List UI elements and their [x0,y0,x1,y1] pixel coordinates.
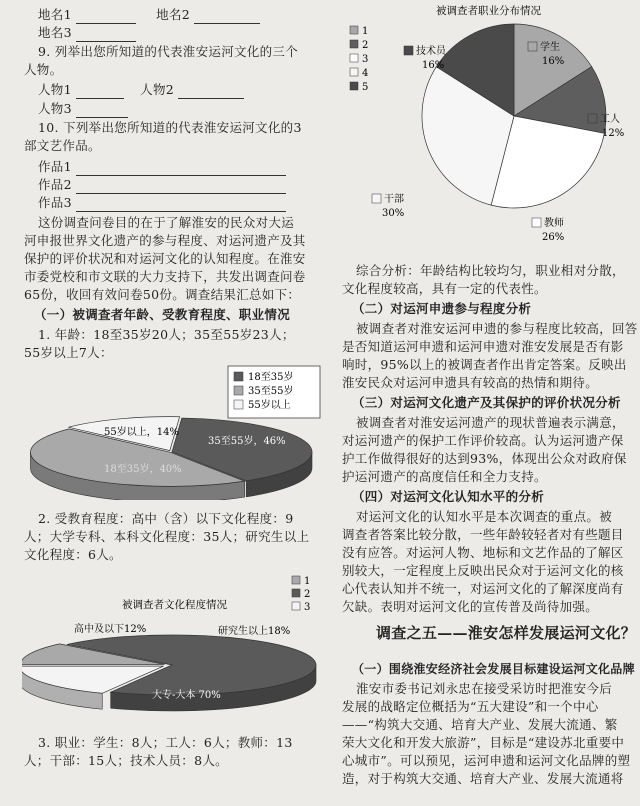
edu-label-college: 大专-大本 70% [152,690,221,701]
legend-swatch-5 [350,82,358,90]
occ-label-student-text: 学生 [540,42,560,53]
legend-swatch-3 [292,602,300,610]
legend-swatch-2 [350,40,358,48]
age-line: 1. 年龄：18至35岁20人；35至55岁23人； [38,327,295,342]
edu-line: 2. 受教育程度：高中（含）以下文化程度：9 [38,511,294,526]
legend-label-3: 3 [304,602,311,613]
cognition-line: 没有应答。对运河人物、地标和文艺作品的了解区 [342,545,624,560]
brand-line: 淮安市委书记刘永忠在接受采访时把淮安今后 [356,681,613,696]
occ-label-student-swatch [528,42,537,51]
legend-label-2: 35至55岁 [248,386,294,397]
section-heading-brand: （一）围绕淮安经济社会发展目标建设运河文化品牌 [352,662,635,676]
occ-label-worker-swatch [588,114,597,123]
cognition-line: 心代表认知并不统一，对运河文化的了解深度尚有 [342,581,624,596]
evaluation-line: 被调查者对淮安运河遗产的现状普遍表示满意， [356,415,625,430]
question-9: 9. 列举出您所知道的代表淮安运河文化的三个 [38,44,299,59]
brand-line: ——“构筑大交通、培育大产业、发展大流通、繁 [342,717,618,732]
brand-line: 造，对于构筑大交通、培育大产业、发展大流通将 [342,771,624,786]
legend-label-1: 1 [362,26,369,37]
cognition-line: 对运河文化的认知水平是本次调查的重点。被 [356,509,613,524]
legend-label-3: 55岁以上 [248,400,291,411]
legend-label-5: 5 [362,82,369,93]
intro-paragraph-line: 河申报世界文化遗产的参与程度、对运河遗产及其 [24,233,306,248]
job-line: 3. 职业：学生：8人；工人：6人；教师：13 [38,735,293,750]
legend-swatch-4 [350,68,358,76]
occ-label-worker-text: 工人 [600,114,620,125]
occ-label-technician-text: 技术员 [416,46,446,57]
fill-person-line1: 人物1 人物2 [38,81,248,99]
legend-swatch-3 [234,400,243,409]
fill-place-line1: 地名1 地名2 [38,6,264,24]
participation-line: 响时，95%以上的被调查者作出肯定答案。反映出 [342,357,627,372]
intro-paragraph-line: 市委党校和市文联的大力支持下，共发出调查问卷 [24,269,306,284]
edu-label-graduate: 研究生以上18% [218,626,291,637]
occ-label-teacher-swatch [532,218,541,227]
legend-label-1: 1 [304,576,311,587]
cognition-line: 别较大，一定程度上反映出民众对于运河文化的核 [342,563,624,578]
occ-label-teacher-text: 教师 [544,218,564,229]
age-label-35to55: 35至55岁，46% [208,436,286,447]
education-pie-chart [22,570,334,720]
job-line: 人；干部：15人；技术人员：8人。 [24,753,228,768]
age-pie-legend [228,366,320,418]
legend-label-3: 3 [362,54,369,65]
legend-swatch-1 [292,576,300,584]
evaluation-line: 对运河遗产的保护工作评价较高。认为运河遗产保 [342,433,624,448]
edu-label-high-school: 高中及以下12% [74,624,147,635]
brand-line: 心城市”。可以预见，运河申遗和运河文化品牌的塑 [342,753,631,768]
analysis-line: 综合分析：年龄结构比较均匀，职业相对分散， [356,263,625,278]
section-heading-participation: （二）对运河申遗参与程度分析 [352,301,532,316]
section-heading-cognition: （四）对运河文化认知水平的分析 [352,489,545,504]
legend-label-2: 2 [362,40,369,51]
participation-line: 淮安民众对运河申遗具有较高的热情和期待。 [342,375,599,390]
question-10: 10. 下列举出您所知道的代表淮安运河文化的3 [38,120,302,135]
legend-swatch-2 [292,589,300,597]
occ-label-cadre-swatch [372,194,381,203]
occ-label-teacher [532,216,564,243]
education-pie-legend [292,576,310,613]
fill-work-line1: 作品1 [38,158,290,176]
occupation-pie-legend [350,26,368,93]
legend-swatch-1 [350,26,358,34]
section-heading-evaluation: （三）对运河文化遗产及其保护的评价状况分析 [352,395,621,410]
occ-label-cadre-pct: 30% [382,208,405,219]
age-label-18to35: 18至35岁，40% [104,464,182,475]
question-9-cont: 人物。 [24,62,63,77]
legend-swatch-3 [350,54,358,62]
occupation-chart-title: 被调查者职业分布情况 [436,5,541,17]
section-heading-demographics: （一）被调查者年龄、受教育程度、职业情况 [34,307,291,322]
fill-work-line2: 作品2 [38,176,290,194]
education-chart-title: 被调查者文化程度情况 [122,599,227,611]
occ-label-technician [404,44,447,71]
occupation-pie-chart [336,0,636,256]
occ-label-technician-pct: 16% [422,60,445,71]
analysis-line: 文化程度较高，具有一定的代表性。 [342,281,547,296]
fill-place-line2: 地名3 [38,24,140,42]
edu-line: 人；大学专科、本科文化程度：35人；研究生以上 [24,529,310,544]
occ-label-worker-pct: 12% [602,128,625,139]
legend-label-1: 18至35岁 [248,372,294,383]
legend-label-2: 2 [304,589,311,600]
fill-work-line3: 作品3 [38,194,290,212]
participation-line: 被调查者对淮安运河申遗的参与程度比较高，回答 [356,321,638,336]
occ-pie [422,24,606,208]
cognition-line: 调查者答案比较分散，一些年龄较轻者对有些题目 [342,527,624,542]
intro-paragraph-line: 保护的评价状况和对运河文化的认知程度。在淮安 [24,251,306,266]
legend-label-4: 4 [362,68,369,79]
brand-line: 发展的战略定位概括为“五大建设”和一个中心 [342,699,599,714]
question-10-cont: 部文艺作品。 [24,138,101,153]
evaluation-line: 护工作做得很好的达到93%，体现出公众对政府保 [342,451,627,466]
survey-five-title: 调查之五——淮安怎样发展运河文化？ [376,624,637,642]
occ-label-cadre-text: 干部 [384,194,404,205]
age-line: 55岁以上7人： [24,345,113,360]
intro-paragraph-line: 这份调查问卷目的在于了解淮安的民众对大运 [38,215,295,230]
age-label-55plus: 55岁以上，14% [104,427,179,438]
participation-line: 是否知道运河申遗和运河申遗对淮安发展是否有影 [342,339,624,354]
brand-line: 荣大文化和开发大旅游”，目标是“建设苏北重要中 [342,735,625,750]
cognition-line: 欠缺。表明对运河文化的宣传普及尚待加强。 [342,599,599,614]
legend-swatch-2 [234,386,243,395]
intro-paragraph-line: 65份，收回有效问卷50份。调查结果汇总如下： [24,287,301,302]
age-pie-chart [22,360,334,500]
legend-swatch-1 [234,372,243,381]
occ-label-teacher-pct: 26% [542,232,565,243]
occ-label-cadre [372,192,404,219]
edu-line: 文化程度：6人。 [24,547,122,562]
occ-label-technician-swatch [404,46,413,55]
evaluation-line: 护运河遗产的高度信任和全力支持。 [342,469,547,484]
occ-label-student-pct: 16% [542,56,565,67]
fill-person-line2: 人物3 [38,100,132,118]
